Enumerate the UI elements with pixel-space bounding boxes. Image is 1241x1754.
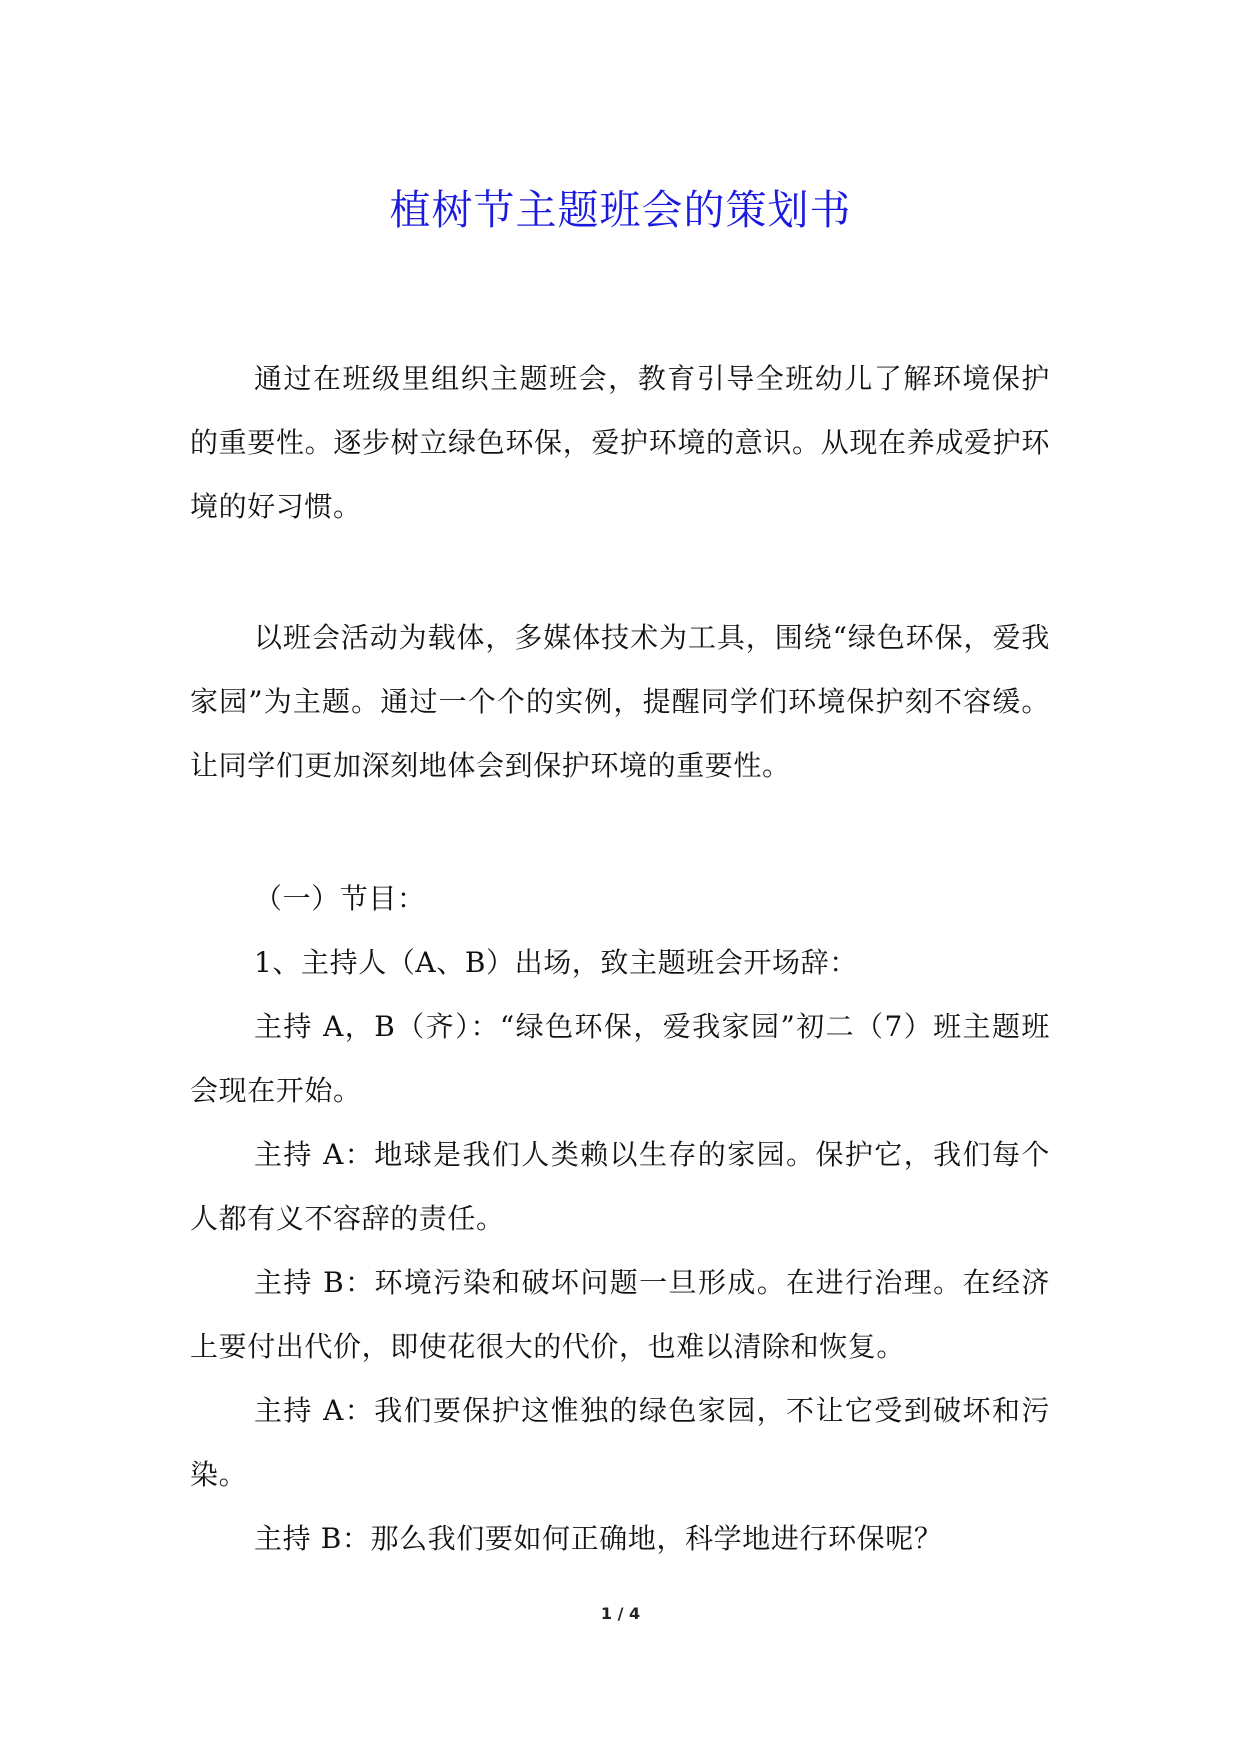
dialogue-line: 主持 B：那么我们要如何正确地，科学地进行环保呢？ (254, 1522, 943, 1555)
paragraph: 以班会活动为载体，多媒体技术为工具，围绕“绿色环保，爱我家园”为主题。通过一个个的实例，提醒同学们环境保护刻不容缓。让同学们更加深刻地体会到保护环境的重要性。 (190, 621, 1050, 782)
intro-block-1 (190, 347, 1050, 539)
program-item: 1、主持人（A、B）出场，致主题班会开场辞： (254, 946, 858, 979)
document-title: 植树节主题班会的策划书 (389, 186, 852, 235)
program-section (190, 867, 1050, 1571)
dialogue-line: 主持 A，B（齐）：“绿色环保，爱我家园”初二（7）班主题班会现在开始。 (190, 1010, 1050, 1107)
dialogue-line: 主持 A：我们要保护这惟独的绿色家园，不让它受到破坏和污染。 (190, 1394, 1050, 1491)
dialogue-line: 主持 B：环境污染和破坏问题一旦形成。在进行治理。在经济上要付出代价，即使花很大的代价，也难以清除和恢复。 (190, 1266, 1050, 1363)
section-heading: （一）节目： (254, 882, 426, 915)
intro-block-2 (190, 606, 1050, 798)
page-number: 1 / 4 (600, 1604, 641, 1623)
dialogue-line: 主持 A：地球是我们人类赖以生存的家园。保护它，我们每个人都有义不容辞的责任。 (190, 1138, 1050, 1235)
paragraph: 通过在班级里组织主题班会，教育引导全班幼儿了解环境保护的重要性。逐步树立绿色环保，爱护环境的意识。从现在养成爱护环境的好习惯。 (190, 362, 1050, 523)
